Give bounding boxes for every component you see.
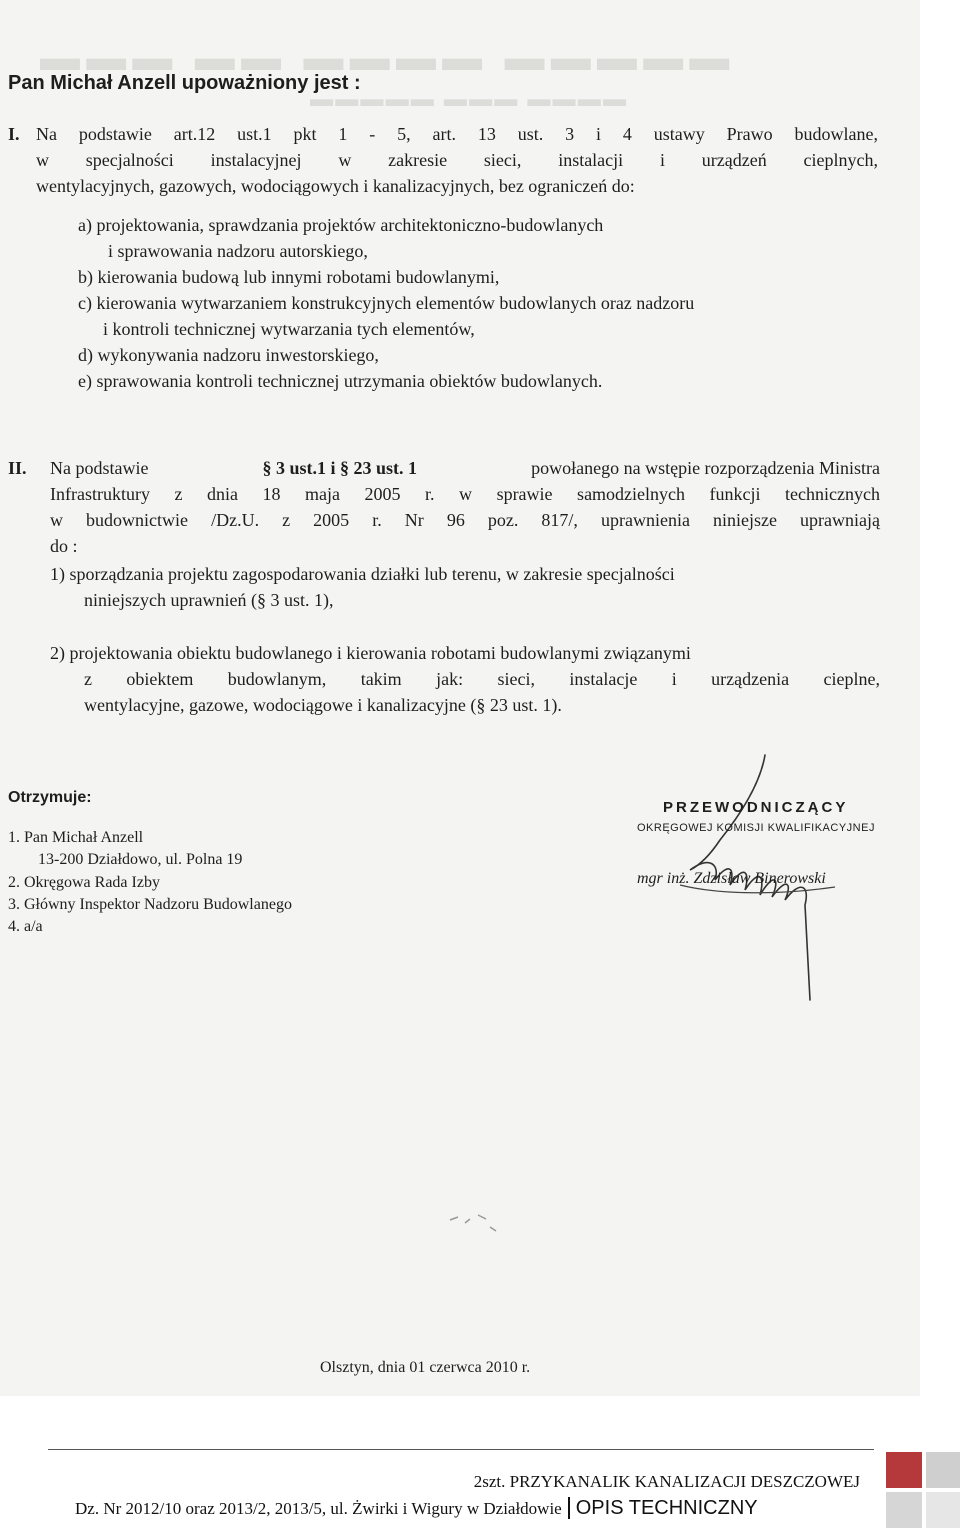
section2-number: II. xyxy=(8,458,27,478)
section1-item: d) wykonywania nadzoru inwestorskiego, xyxy=(78,345,379,365)
section2-item1-line: niniejszych uprawnień (§ 3 ust. 1), xyxy=(84,590,334,610)
section2-line: do : xyxy=(50,536,78,556)
footer-address-text: Dz. Nr 2012/10 oraz 2013/2, 2013/5, ul. Żwirki i Wigury w Działdowie xyxy=(75,1499,562,1518)
section1-item: a) projektowania, sprawdzania projektów architektoniczno-budowlanych xyxy=(78,215,604,235)
recipient-item: 13-200 Działdowo, ul. Polna 19 xyxy=(38,851,243,868)
section1-item: c) kierowania wytwarzaniem konstrukcyjnych elementów budowlanych oraz nadzoru xyxy=(78,293,695,313)
footer-divider xyxy=(48,1449,874,1450)
section2-first-line xyxy=(50,455,880,481)
bleed-through-decoration-2: ▬▬▬▬▬ ▬▬▬ ▬▬▬▬ xyxy=(310,86,629,111)
deco-square-gray xyxy=(926,1452,960,1488)
section1-item: b) kierowania budową lub innymi robotami budowlanymi, xyxy=(78,267,500,287)
section1-item: e) sprawowania kontroli technicznej utrzymania obiektów budowlanych. xyxy=(78,371,603,391)
section2-line: Infrastruktury z dnia 18 maja 2005 r. w sprawie samodzielnych funkcji technicznych xyxy=(50,484,880,504)
signatory-name: mgr inż. Zdzisław Binerowski xyxy=(637,870,826,887)
section2-line1-reference: § 3 ust.1 i § 23 ust. 1 xyxy=(262,458,418,478)
faint-stamp-mark xyxy=(440,1205,510,1265)
footer-tag: OPIS TECHNICZNY xyxy=(568,1497,758,1519)
place-and-date: Olsztyn, dnia 01 czerwca 2010 r. xyxy=(320,1359,531,1376)
section2-line1-part-c: powołanego na wstępie rozporządzenia Ministra xyxy=(531,458,880,478)
section2-item2-line: wentylacyjne, gazowe, wodociągowe i kanalizacyjne (§ 23 ust. 1). xyxy=(84,695,562,715)
signature-title: PRZEWODNICZĄCY xyxy=(663,799,849,816)
deco-square-gray xyxy=(886,1492,922,1528)
footer-title: 2szt. PRZYKANALIK KANALIZACJI DESZCZOWEJ xyxy=(473,1472,860,1491)
section1-item: i kontroli technicznej wytwarzania tych elementów, xyxy=(103,319,475,339)
section2-item2-line: z obiektem budowlanym, takim jak: sieci, instalacje i urządzenia cieplne, xyxy=(84,669,880,689)
recipient-item: 2. Okręgowa Rada Izby xyxy=(8,874,160,891)
section2-line: w budownictwie /Dz.U. z 2005 r. Nr 96 poz. 817/, uprawnienia niniejsze uprawniają xyxy=(50,510,880,530)
signature-subtitle: OKRĘGOWEJ KOMISJI KWALIFIKACYJNEJ xyxy=(637,822,875,834)
recipients-label: Otrzymuje: xyxy=(8,789,92,806)
deco-square-light xyxy=(926,1492,960,1528)
section1-line: w specjalności instalacyjnej w zakresie sieci, instalacji i urządzeń cieplnych, xyxy=(36,150,878,170)
recipient-item: 1. Pan Michał Anzell xyxy=(8,829,144,846)
section1-item: i sprawowania nadzoru autorskiego, xyxy=(108,241,368,261)
section1-number: I. xyxy=(8,124,20,144)
section2-line1-part-a: Na podstawie xyxy=(50,458,149,478)
section2-item1-line: 1) sporządzania projektu zagospodarowania działki lub terenu, w zakresie specjalności xyxy=(50,564,675,584)
recipient-item: 4. a/a xyxy=(8,918,43,935)
deco-square-red xyxy=(886,1452,922,1488)
section1-line: wentylacyjnych, gazowych, wodociągowych i kanalizacyjnych, bez ograniczeń do: xyxy=(36,176,635,196)
document-heading: Pan Michał Anzell upoważniony jest : xyxy=(8,72,361,94)
bleed-through-decoration: ▬▬▬ ▬▬ ▬▬▬▬ ▬▬▬▬▬ xyxy=(40,37,736,79)
recipient-item: 3. Główny Inspektor Nadzoru Budowlanego xyxy=(8,896,292,913)
corner-decoration xyxy=(884,1452,960,1528)
section1-line: Na podstawie art.12 ust.1 pkt 1 - 5, art. 13 ust. 3 i 4 ustawy Prawo budowlane, xyxy=(36,124,878,144)
section2-item2-line: 2) projektowania obiektu budowlanego i kierowania robotami budowlanymi związanymi xyxy=(50,643,691,663)
footer-address xyxy=(75,1497,758,1520)
